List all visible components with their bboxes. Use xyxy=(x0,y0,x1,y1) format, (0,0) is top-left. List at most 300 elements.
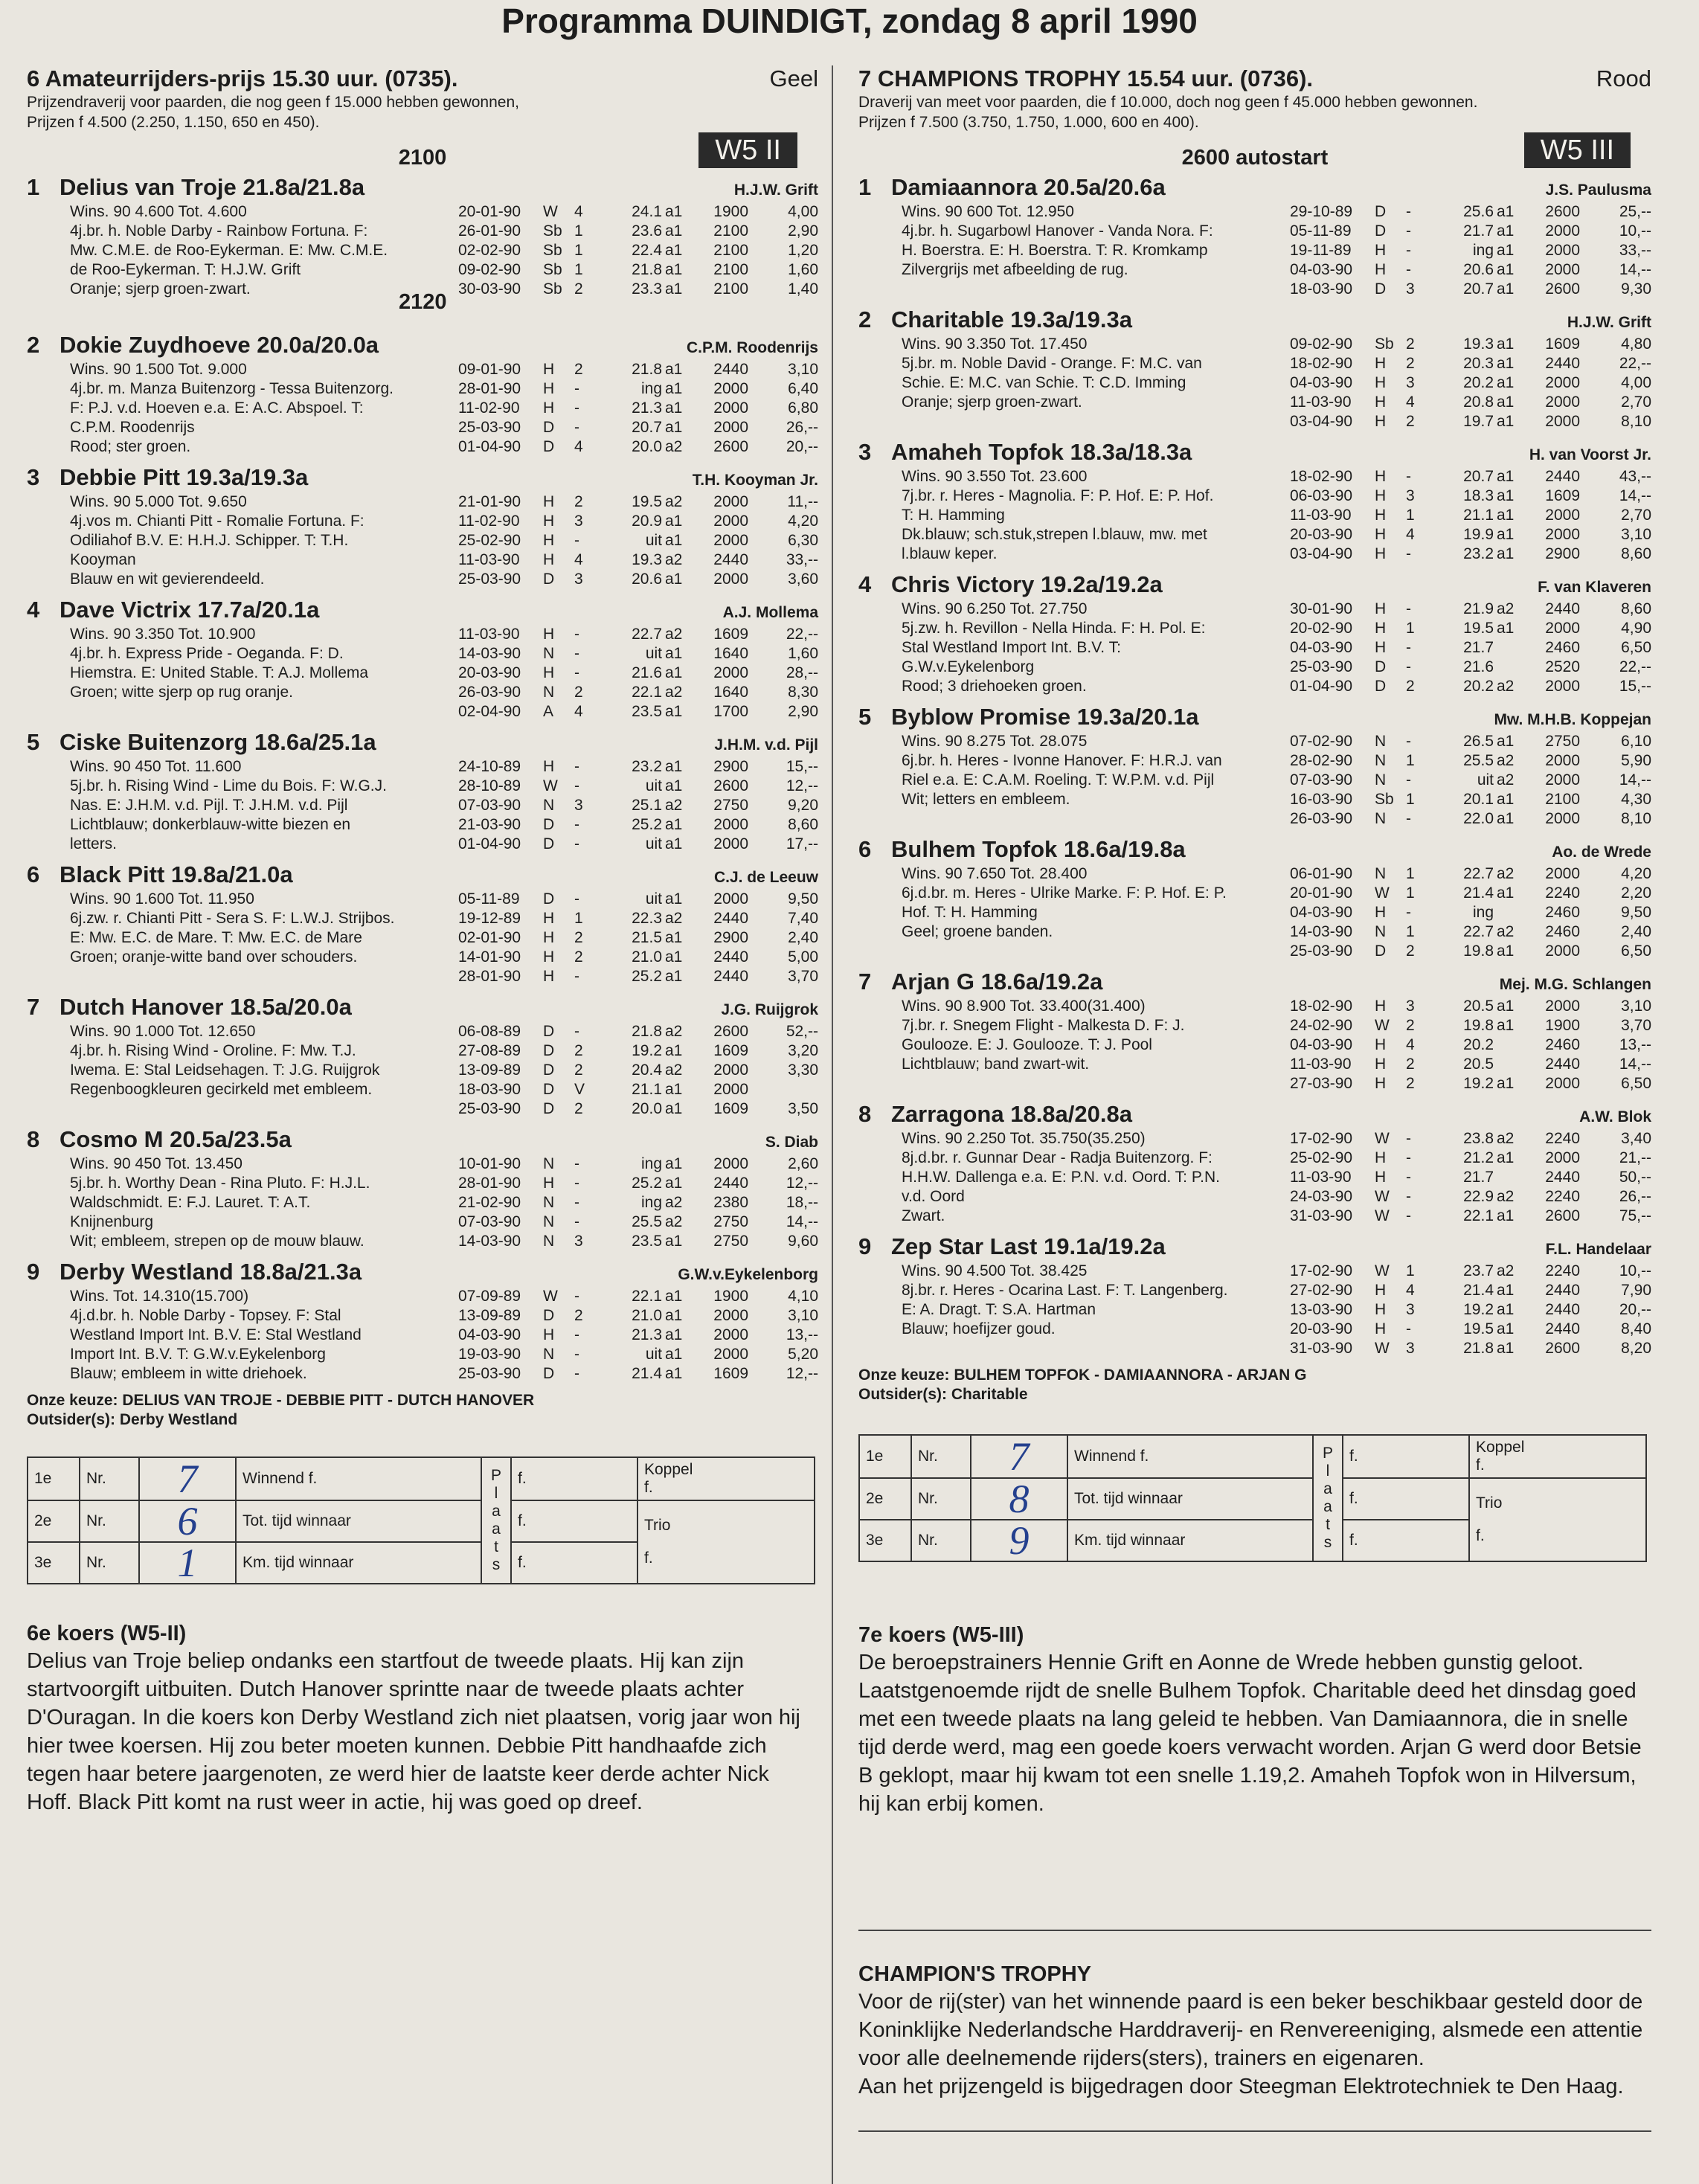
result-cell: 13-09-89 xyxy=(458,1307,521,1324)
result-cell: N xyxy=(543,645,555,662)
result-cell: uit xyxy=(645,645,662,662)
horse-name: Debbie Pitt 19.3a/19.3a xyxy=(60,464,309,490)
result-cell: 22.7 xyxy=(1463,923,1494,940)
result-cell: W xyxy=(1375,1130,1390,1147)
result-cell: 2000 xyxy=(1545,526,1580,543)
result-cell: a1 xyxy=(1497,545,1515,562)
result-cell: W xyxy=(543,777,558,794)
result-cell: a1 xyxy=(1497,998,1515,1015)
form-handwritten-number: 1 xyxy=(139,1542,236,1584)
result-cell: 19-11-89 xyxy=(1290,242,1352,259)
result-cell: - xyxy=(574,626,579,643)
result-cell: 15,-- xyxy=(1619,678,1651,695)
result-cell: N xyxy=(1375,923,1387,940)
result-cell: - xyxy=(574,777,579,794)
horse-header xyxy=(858,439,1651,467)
result-cell: 19.5 xyxy=(632,493,662,510)
result-cell: 2240 xyxy=(1545,1130,1580,1147)
result-cell: - xyxy=(574,968,579,985)
result-cell: 2,70 xyxy=(1621,394,1651,411)
trio-label: Trio xyxy=(644,1517,671,1534)
result-cell: a1 xyxy=(1497,222,1515,240)
result-cell: 03-04-90 xyxy=(1290,413,1353,430)
review-title: 7e koers (W5-III) xyxy=(858,1623,1024,1647)
result-cell: 23.6 xyxy=(632,222,662,240)
result-cell: - xyxy=(1406,545,1411,562)
result-cell: - xyxy=(1406,771,1411,789)
trio-label: Trio xyxy=(1476,1494,1503,1512)
result-cell: 75,-- xyxy=(1619,1207,1651,1224)
plaats-letter: P xyxy=(490,1467,501,1484)
result-cell: 11-02-90 xyxy=(458,513,520,530)
result-cell: H xyxy=(1375,394,1387,411)
result-cell: H xyxy=(543,1175,555,1192)
result-row xyxy=(1290,677,1651,696)
result-cell: 2,40 xyxy=(1621,923,1651,940)
result-cell: a1 xyxy=(665,1365,683,1382)
result-cell: - xyxy=(574,1213,579,1230)
result-row xyxy=(458,492,818,512)
result-cell: A xyxy=(543,703,554,720)
result-cell: 09-02-90 xyxy=(458,261,521,278)
result-cell: 3 xyxy=(574,571,583,588)
result-cell: H xyxy=(543,910,555,927)
info-line: Wins. 90 4.500 Tot. 38.425 xyxy=(902,1262,1088,1279)
result-cell: 4 xyxy=(574,438,583,455)
result-cell: 21.7 xyxy=(1463,1169,1494,1186)
result-row xyxy=(458,437,818,457)
result-cell: Sb xyxy=(543,222,562,240)
result-cell: a1 xyxy=(1497,1207,1515,1224)
result-cell: 24-10-89 xyxy=(458,758,521,775)
result-cell: 18-03-90 xyxy=(458,1081,521,1098)
result-cell: D xyxy=(543,816,555,833)
result-cell: a1 xyxy=(665,1081,683,1098)
plaats-letter: P xyxy=(1322,1445,1333,1462)
horse-name: Derby Westland 18.8a/21.3a xyxy=(60,1259,362,1285)
result-cell: 9,20 xyxy=(788,797,818,814)
result-cell: 3 xyxy=(574,797,583,814)
result-cell: 4,10 xyxy=(788,1288,818,1305)
result-cell: 1,40 xyxy=(788,280,818,298)
result-row xyxy=(1290,751,1651,771)
result-cell: 29-10-89 xyxy=(1290,203,1353,220)
result-cell: a1 xyxy=(665,361,683,378)
result-cell: 20-01-90 xyxy=(1290,884,1353,902)
result-cell: 11-03-90 xyxy=(458,626,520,643)
info-line: 6j.br. h. Heres - Ivonne Hanover. F: H.R.J. van xyxy=(902,752,1222,769)
result-cell: 09-01-90 xyxy=(458,361,521,378)
result-cell: 3 xyxy=(1406,374,1415,391)
result-cell: 20-03-90 xyxy=(1290,1320,1353,1337)
koppel-label: Koppel xyxy=(1476,1439,1525,1456)
result-cell: 14-03-90 xyxy=(458,1233,521,1250)
result-cell: 2000 xyxy=(1545,261,1580,278)
result-row xyxy=(1290,354,1651,373)
info-line: v.d. Oord xyxy=(902,1188,965,1205)
horse-body xyxy=(858,335,1651,431)
result-row xyxy=(458,1213,818,1232)
horse-body xyxy=(858,864,1651,961)
plaats-letter: l xyxy=(1326,1462,1330,1480)
result-cell: 09-02-90 xyxy=(1290,335,1353,353)
form-position: 2e xyxy=(859,1478,911,1520)
form-koppel xyxy=(637,1457,815,1500)
result-cell: a1 xyxy=(1497,791,1515,808)
result-cell: 2600 xyxy=(713,438,748,455)
result-cell: 2000 xyxy=(1545,1075,1580,1092)
result-cell: 21.2 xyxy=(1463,1149,1494,1166)
result-cell: 1900 xyxy=(1545,1017,1580,1034)
result-cell: 13-09-89 xyxy=(458,1062,521,1079)
horse-entry xyxy=(27,861,818,986)
result-cell: a1 xyxy=(665,222,683,240)
result-cell: 2000 xyxy=(1545,242,1580,259)
result-cell: D xyxy=(1375,942,1387,960)
info-line: H. Boerstra. E: H. Boerstra. T: R. Kromkamp xyxy=(902,242,1208,259)
result-cell: H xyxy=(543,626,555,643)
result-cell: 11-03-90 xyxy=(1290,394,1352,411)
horse-entry xyxy=(858,1233,1651,1358)
result-cell: 19.8 xyxy=(1463,942,1494,960)
horse-results xyxy=(458,757,818,854)
result-row xyxy=(1290,922,1651,942)
info-line: Goulooze. E: J. Goulooze. T: J. Pool xyxy=(902,1036,1152,1053)
horse-header xyxy=(27,464,818,492)
result-cell: 2000 xyxy=(713,664,748,681)
form-plaats-f: f. xyxy=(511,1500,637,1542)
condition-line: Prijzen f 4.500 (2.250, 1.150, 650 en 450). xyxy=(27,114,320,131)
result-cell: a1 xyxy=(1497,1017,1515,1034)
horse-number: 7 xyxy=(858,969,872,995)
result-cell: a2 xyxy=(665,910,683,927)
info-line: Wins. 90 3.550 Tot. 23.600 xyxy=(902,468,1088,485)
result-cell: 19-03-90 xyxy=(458,1346,521,1363)
result-cell: 4 xyxy=(1406,1282,1415,1299)
result-cell: 2000 xyxy=(713,1081,748,1098)
horse-results xyxy=(1290,732,1651,829)
result-cell: 25,-- xyxy=(1619,203,1651,220)
result-cell: 8,30 xyxy=(788,684,818,701)
form-nr-label: Nr. xyxy=(911,1520,971,1561)
result-cell: a1 xyxy=(1497,242,1515,259)
result-cell: 22,-- xyxy=(1619,658,1651,675)
result-cell: 21.1 xyxy=(1463,507,1494,524)
result-cell: 9,50 xyxy=(788,890,818,908)
result-cell: 27-03-90 xyxy=(1290,1075,1353,1092)
result-cell: 17,-- xyxy=(786,835,818,852)
horse-number: 4 xyxy=(858,571,872,597)
info-line: 5j.br. m. Noble David - Orange. F: M.C. van xyxy=(902,355,1202,372)
result-cell: 2,90 xyxy=(788,703,818,720)
info-line: Kooyman xyxy=(70,551,136,568)
result-cell: 7,40 xyxy=(788,910,818,927)
result-cell: - xyxy=(1406,222,1411,240)
result-cell: 1609 xyxy=(1545,487,1580,504)
race-header xyxy=(27,65,818,92)
horse-body xyxy=(27,202,818,299)
result-cell: 25-02-90 xyxy=(1290,1149,1353,1166)
distance-line xyxy=(27,135,818,170)
result-cell: D xyxy=(543,1100,555,1117)
form-nr-label: Nr. xyxy=(911,1435,971,1478)
horse-body xyxy=(858,997,1651,1093)
result-cell: - xyxy=(574,399,579,417)
result-cell: H xyxy=(1375,374,1387,391)
form-nr-label: Nr. xyxy=(80,1457,139,1500)
info-line: Wins. 90 600 Tot. 12.950 xyxy=(902,203,1074,220)
result-cell: a2 xyxy=(1497,923,1515,940)
result-cell: - xyxy=(574,835,579,852)
result-row xyxy=(1290,412,1651,431)
result-cell: - xyxy=(574,1365,579,1382)
result-cell: 2000 xyxy=(1545,394,1580,411)
horse-results xyxy=(1290,600,1651,696)
result-cell: 19.2 xyxy=(632,1042,662,1059)
result-cell: - xyxy=(1406,733,1411,750)
result-cell: 2000 xyxy=(713,816,748,833)
horse-info xyxy=(858,202,1290,299)
result-cell: 22.9 xyxy=(1463,1188,1494,1205)
horse-body xyxy=(858,600,1651,696)
result-cell: H xyxy=(1375,526,1387,543)
result-cell: 1,20 xyxy=(788,242,818,259)
plaats-letter: a xyxy=(492,1503,501,1520)
horse-driver: S. Diab xyxy=(765,1134,818,1151)
result-cell: 3 xyxy=(1406,1340,1415,1357)
result-cell: N xyxy=(1375,771,1387,789)
form-field-label: Tot. tijd winnaar xyxy=(1067,1478,1313,1520)
result-cell: 2100 xyxy=(713,242,748,259)
condition-line: Prijzen f 7.500 (3.750, 1.750, 1.000, 600 en 400). xyxy=(858,114,1199,131)
info-line: Wins. 90 3.350 Tot. 10.900 xyxy=(70,626,256,643)
result-row xyxy=(458,1326,818,1345)
result-cell: 2 xyxy=(574,1307,583,1324)
result-cell: a1 xyxy=(665,1155,683,1172)
result-cell: 2,40 xyxy=(788,929,818,946)
plaats-letter: a xyxy=(1323,1498,1332,1515)
info-line: 8j.d.br. r. Gunnar Dear - Radja Buitenzorg. F: xyxy=(902,1149,1213,1166)
result-cell: 1 xyxy=(1406,1262,1415,1279)
horse-results xyxy=(1290,202,1651,299)
result-cell: a1 xyxy=(1497,526,1515,543)
result-cell: N xyxy=(543,1155,555,1172)
result-cell: 2460 xyxy=(1545,904,1580,921)
result-row xyxy=(458,702,818,722)
result-cell: 04-03-90 xyxy=(1290,904,1353,921)
result-cell: 21.8 xyxy=(1463,1340,1494,1357)
result-row xyxy=(1290,732,1651,751)
horse-header xyxy=(27,597,818,625)
result-cell: 2000 xyxy=(713,835,748,852)
result-cell: H xyxy=(1375,1036,1387,1053)
horse-info xyxy=(27,1154,458,1251)
result-cell: N xyxy=(1375,810,1387,827)
result-cell: W xyxy=(543,1288,558,1305)
class-badge: W5 III xyxy=(1524,132,1631,168)
horse-entry xyxy=(27,1126,818,1251)
horse-header xyxy=(27,332,818,360)
column-divider xyxy=(832,65,833,2184)
prediction-form xyxy=(858,1434,1647,1562)
result-cell: 6,80 xyxy=(788,399,818,417)
horse-results xyxy=(458,360,818,457)
result-cell: 2 xyxy=(574,1042,583,1059)
horse-number: 5 xyxy=(27,729,40,755)
result-cell: a1 xyxy=(665,261,683,278)
result-cell: 2000 xyxy=(713,380,748,397)
result-cell: 1,60 xyxy=(788,261,818,278)
form-handwritten-number: 8 xyxy=(971,1478,1067,1520)
result-row xyxy=(458,967,818,986)
result-cell: - xyxy=(1406,639,1411,656)
result-cell: a1 xyxy=(665,399,683,417)
info-line: Hiemstra. E: United Stable. T: A.J. Mollema xyxy=(70,664,369,681)
result-cell: a1 xyxy=(665,835,683,852)
result-row xyxy=(458,683,818,702)
result-cell: 3,60 xyxy=(788,571,818,588)
info-line: 4j.d.br. h. Noble Darby - Topsey. F: Stal xyxy=(70,1307,341,1324)
result-cell: a2 xyxy=(665,626,683,643)
result-cell: 25-03-90 xyxy=(458,1100,521,1117)
race-color: Geel xyxy=(769,65,818,91)
horse-number: 6 xyxy=(27,861,40,887)
result-cell: 19.5 xyxy=(1463,620,1494,637)
result-cell: a2 xyxy=(1497,1130,1515,1147)
result-cell: 10,-- xyxy=(1619,1262,1651,1279)
result-row xyxy=(1290,884,1651,903)
result-cell: 1640 xyxy=(713,645,748,662)
result-cell: 2000 xyxy=(713,890,748,908)
horse-name: Ciske Buitenzorg 18.6a/25.1a xyxy=(60,729,376,755)
race-distance-2: 2120 xyxy=(399,290,447,314)
result-cell: 21-03-90 xyxy=(458,816,521,833)
result-cell: 17-02-90 xyxy=(1290,1262,1353,1279)
result-cell: 2000 xyxy=(713,1307,748,1324)
horse-name: Zep Star Last 19.1a/19.2a xyxy=(891,1233,1166,1259)
koppel-label: Koppel xyxy=(644,1461,693,1478)
horse-info xyxy=(27,360,458,457)
result-cell: 9,30 xyxy=(1621,280,1651,298)
horse-body xyxy=(27,757,818,854)
result-cell xyxy=(1497,658,1523,677)
form-nr-label: Nr. xyxy=(911,1478,971,1520)
result-cell: 12,-- xyxy=(786,1175,818,1192)
result-cell: 2380 xyxy=(713,1194,748,1211)
result-cell: 3 xyxy=(1406,487,1415,504)
result-cell: 21.0 xyxy=(632,948,662,966)
result-cell: 20.6 xyxy=(632,571,662,588)
result-cell: 6,50 xyxy=(1621,1075,1651,1092)
result-row xyxy=(1290,506,1651,525)
outsiders: Outsider(s): Charitable xyxy=(858,1386,1028,1403)
result-cell: D xyxy=(543,1081,555,1098)
result-cell: 14,-- xyxy=(1619,261,1651,278)
horse-number: 9 xyxy=(858,1233,872,1259)
result-cell xyxy=(1497,1035,1523,1055)
form-handwritten-number: 7 xyxy=(971,1435,1067,1478)
result-cell: ing xyxy=(640,380,662,397)
horse-entry xyxy=(858,969,1651,1093)
result-cell: H xyxy=(1375,1056,1387,1073)
horse-body xyxy=(27,360,818,457)
info-line: Geel; groene banden. xyxy=(902,923,1053,940)
info-line: Wins. 90 3.350 Tot. 17.450 xyxy=(902,335,1088,353)
result-cell: 21.8 xyxy=(632,1023,662,1040)
result-row xyxy=(1290,373,1651,393)
result-cell: H xyxy=(1375,600,1387,617)
result-row xyxy=(458,512,818,531)
result-cell: 07-09-89 xyxy=(458,1288,521,1305)
result-cell: D xyxy=(1375,678,1387,695)
result-cell: 20.4 xyxy=(632,1062,662,1079)
horse-results xyxy=(458,625,818,722)
result-row xyxy=(458,948,818,967)
result-cell: 21.6 xyxy=(1463,658,1494,675)
horse-info xyxy=(27,492,458,589)
horse-info xyxy=(858,335,1290,431)
race-6-column xyxy=(27,65,818,1817)
result-row xyxy=(458,260,818,280)
horse-info xyxy=(27,625,458,722)
result-cell: 23.5 xyxy=(632,703,662,720)
horse-number: 3 xyxy=(27,464,40,490)
result-cell: D xyxy=(1375,280,1387,298)
result-cell: a1 xyxy=(665,929,683,946)
result-cell: 2440 xyxy=(713,910,748,927)
result-cell: 2000 xyxy=(713,513,748,530)
info-line: Wins. 90 8.900 Tot. 33.400(31.400) xyxy=(902,998,1146,1015)
horse-list xyxy=(27,174,818,1384)
result-cell: 20-03-90 xyxy=(1290,526,1353,543)
plaats-letter: s xyxy=(1323,1534,1332,1551)
info-line: Wins. Tot. 14.310(15.700) xyxy=(70,1288,249,1305)
result-cell xyxy=(1497,1168,1523,1187)
horse-driver: F.L. Handelaar xyxy=(1545,1241,1651,1258)
plaats-letter: a xyxy=(492,1520,501,1538)
result-row xyxy=(1290,1207,1651,1226)
result-cell: 11-03-90 xyxy=(1290,1169,1352,1186)
result-cell: 3 xyxy=(1406,1301,1415,1318)
result-cell: 25.1 xyxy=(632,797,662,814)
result-cell: 2440 xyxy=(1545,1320,1580,1337)
result-cell: 05-11-89 xyxy=(1290,222,1352,240)
result-cell: 27-08-89 xyxy=(458,1042,521,1059)
result-cell: 14-03-90 xyxy=(458,645,521,662)
info-line: Westland Import Int. B.V. E: Stal Westland xyxy=(70,1326,362,1343)
result-cell: 25.5 xyxy=(1463,752,1494,769)
horse-header xyxy=(858,571,1651,600)
result-cell: 01-04-90 xyxy=(458,835,521,852)
result-cell: 02-01-90 xyxy=(458,929,521,946)
info-line: 6j.d.br. m. Heres - Ulrike Marke. F: P. Hof. E: P. xyxy=(902,884,1227,902)
horse-entry xyxy=(858,439,1651,564)
result-cell: 04-03-90 xyxy=(1290,639,1353,656)
result-cell: uit xyxy=(1477,771,1494,789)
prediction-form xyxy=(27,1456,815,1584)
info-line: E: Mw. E.C. de Mare. T: Mw. E.C. de Mare xyxy=(70,929,362,946)
result-cell: H xyxy=(543,532,555,549)
result-cell: a1 xyxy=(1497,1320,1515,1337)
result-cell: 28,-- xyxy=(786,664,818,681)
result-cell: 2900 xyxy=(1545,545,1580,562)
result-cell: a1 xyxy=(665,1233,683,1250)
horse-name: Amaheh Topfok 18.3a/18.3a xyxy=(891,439,1192,465)
result-cell: H xyxy=(1375,1075,1387,1092)
result-cell: 19.2 xyxy=(1463,1301,1494,1318)
result-cell: 2000 xyxy=(1545,752,1580,769)
result-row xyxy=(458,379,818,399)
